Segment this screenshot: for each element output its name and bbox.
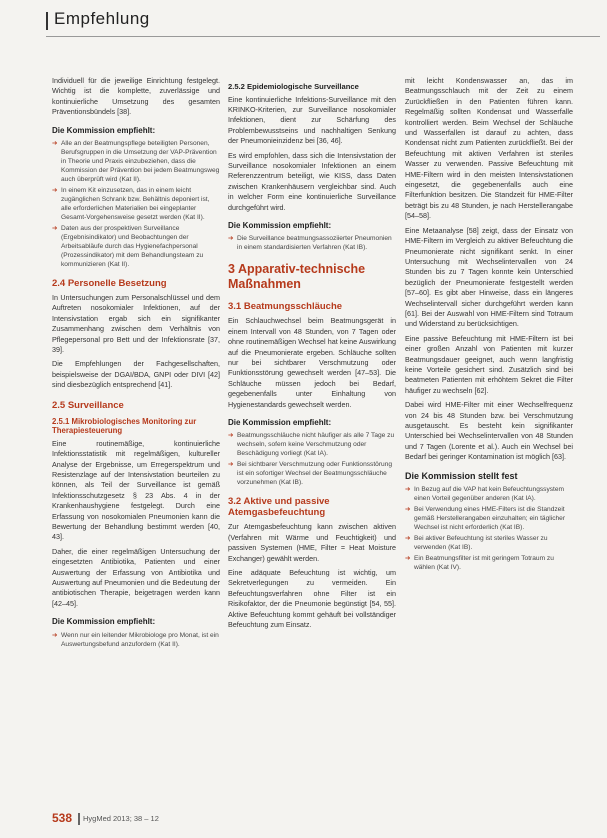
recommendation-heading: Die Kommission empfiehlt:: [228, 220, 332, 230]
finding-item: ➔ Bei aktiver Befeuchtung ist steriles Wasser zu verwenden (Kat IB).: [405, 534, 573, 552]
recommendation-list: [228, 431, 396, 487]
paragraph: Zur Atemgasbefeuchtung kann zwischen aktiven (Verfahren mit Wärme und Feuchtigkeit) und passiven Systemen (HME, Filter = Heat Moisture Exchanger) gewählt werden.: [228, 522, 396, 563]
paragraph: Eine Metaanalyse [58] zeigt, dass der Einsatz von HME-Filtern im Vergleich zu aktiver Befeuchtung die Pneumonierate nicht signifikant senkt. In einer Untersuchung mit Wechselintervallen von 24 Stunden bis zu 7 Tagen konnte kein Unterschied bezüglich der Pneumonierate festgestellt werden [57–60]. Es gibt aber Hinweise, dass ein längeres Wechselintervall sicher durchgeführt werden kann [61]. Bei der Auswahl von HME-Filtern sind Totraum und Widerstand zu berücksichtigen.: [405, 225, 573, 329]
recommendation-item: ➔ Alle an der Beatmungspflege beteiligten Personen, Berufsgruppen in die Umsetzung der VAP-Prävention in Theorie und Praxis einzubeziehen, dass die Kommission der Prävention bei jedem Beatmungsweg auch überprüft wird (Kat II).: [52, 139, 220, 184]
finding-heading: Die Kommission stellt fest: [405, 470, 518, 481]
section-heading: 3.1 Beatmungsschläuche: [228, 301, 343, 313]
journal-reference: HygMed 2013; 38 – 12: [83, 814, 159, 823]
section-title: Empfehlung: [54, 9, 150, 28]
subsection-heading: 2.5.1 Mikrobiologisches Monitoring zur Therapiesteuerung: [52, 416, 197, 436]
recommendation-item: ➔ Beatmungsschläuche nicht häufiger als alle 7 Tage zu wechseln, sofern keine Verschmutzung oder Beschädigung vorliegt (Kat IA).: [228, 431, 396, 458]
paragraph: Es wird empfohlen, dass sich die Intensivstation der Surveillance nosokomialer Infektionen an einem Referenzzentrum beteiligt, wie KISS, dass Daten zwischen Krankenhäusern vergleichbar sind. Auch in welcher Form eine kontinuierliche Surveillance durchgeführt wird.: [228, 150, 396, 212]
recommendation-heading: Die Kommission empfiehlt:: [228, 418, 332, 428]
header-rule: [46, 36, 600, 37]
recommendation-item: ➔ Daten aus der prospektiven Surveillance (Ergebnisindikator) und Beobachtungen der Arbeitsabläufe durch das Hygienefachpersonal (Prozessindikator) mit dem Behandlungsteam zu kommunizieren (Kat II).: [52, 224, 220, 269]
finding-item: ➔ In Bezug auf die VAP hat kein Befeuchtungssystem einen Vorteil gegenüber anderen (Kat IA).: [405, 485, 573, 503]
recommendation-heading: Die Kommission empfiehlt:: [52, 125, 156, 135]
paragraph: Eine routinemäßige, kontinuierliche Infektionsstatistik mit regelmäßigen, kultureller Analyse der Ergebnisse, um Erregerspektrum und Resistenzlage auf der Intensivstation beurteilen zu können, als Teil der Surveillance ist gemäß Infektionsschutzgesetz § 23 Abs. 4 in der Krankenhaushygiene festgelegt. Durch eine Erfassung von nosokomialen Pneumonien kann die Bewertung der Behandlung bestimmt werden [40, 43].: [52, 438, 220, 542]
paragraph: Eine passive Befeuchtung mit HME-Filtern ist bei einer großen Anzahl von Patienten mit kurzer Beatmungsdauer geeignet, auch wenn langfristig keine Vorteile gesichert sind. Zusätzlich sind bei beatmeten Patienten mit erhöhtem Sekret die Filter häufiger zu wechseln [62].: [405, 333, 573, 395]
section-heading: 3.2 Aktive und passive Atemgasbefeuchtung: [228, 496, 330, 519]
recommendation-item: ➔ In einem Kit einzusetzen, das in einem leicht zugänglichen Schrank bzw. Behältnis deponiert ist, alle erforderlichen Materialien bei eingeplanter Gesamt-Vorgehensweise gesetzt werden (Kat II).: [52, 186, 220, 222]
paragraph: Dabei wird HME-Filter mit einer Wechselfrequenz von 24 bis 48 Stunden bzw. bei Verschmutzung ausgetauscht. Es besteht kein signifikanter Unterschied bei Wechselintervallen von 48 Stunden und 7 Tagen (Lorente et al.). Auch ein Wechsel bei Bedarf bei geringer Kontamination ist möglich [63].: [405, 400, 573, 462]
recommendation-item: ➔ Wenn nur ein leitender Mikrobiologe pro Monat, ist ein Auswertungsbefund anzufordern (Kat II).: [52, 631, 220, 649]
paragraph: Individuell für die jeweilige Einrichtung festgelegt. Wichtig ist die komplette, zuverlässige und kontinuierliche Umsetzung des gesamten Präventionsbündels [38].: [52, 76, 220, 117]
recommendation-heading: Die Kommission empfiehlt:: [52, 617, 156, 627]
column-1: [52, 76, 220, 655]
paragraph: Daher, die einer regelmäßigen Untersuchung der eingesetzten Antibiotika, Patienten und einer Auswertung der Erfassung von Antibiotika und Auswertung auf Pneumonien und die Bedeutung der antibiotischen Therapie, beigetragen werden kann [42–45].: [52, 546, 220, 608]
column-2: [228, 76, 396, 635]
finding-item: ➔ Ein Beatmungsfilter ist mit geringem Totraum zu wählen (Kat IV).: [405, 554, 573, 572]
column-3: [405, 76, 573, 578]
page-number: 538: [52, 811, 73, 825]
finding-item: ➔ Bei Verwendung eines HME-Filters ist die Standzeit gemäß Herstellerangaben einzuhalten; ein täglicher Wechsel ist nicht erforderlich (Kat IB).: [405, 505, 573, 532]
paragraph: Ein Schlauchwechsel beim Beatmungsgerät in einem Intervall von 48 Stunden, von 7 Tagen oder ohne routinemäßigen Wechsel hat keine Auswirkung auf die Pneumonierate ergeben. Schläuche sollten nur bei sichtbarer Verschmutzung oder Funktionsstörung gewechselt werden [47–53]. Die Schläuche müssen jedoch bei Bedarf, gegebenenfalls unter Einhaltung von Hygienestandards gewechselt werden.: [228, 316, 396, 409]
chapter-heading: 3 Apparativ-technische Maßnahmen: [228, 262, 366, 292]
recommendation-item: ➔ Die Surveillance beatmungsassoziierter Pneumonien in einem standardisierten Verfahren (Kat IB).: [228, 234, 396, 252]
recommendation-list: [52, 139, 220, 269]
paragraph: In Untersuchungen zum Personalschlüssel und dem Auftreten nosokomialer Infektionen, auf der Intensivstation ergab sich ein signifikanter Zusammenhang zwischen dem Verhältnis von Pflegepersonal pro Bett und der Infektionsrate [37, 39].: [52, 293, 220, 355]
footer-separator: [78, 813, 80, 825]
paragraph: Eine kontinuierliche Infektions-Surveillance mit den KRINKO-Kriterien, zur Surveillance nosokomialer Infektionen, dient zur Schärfung des Problembewusstseins und nachhaltigen Senkung der Pneumonieinzidenz bei [36, 46].: [228, 94, 396, 146]
recommendation-item: ➔ Bei sichtbarer Verschmutzung oder Funktionsstörung ist ein sofortiger Wechsel der Beatmungsschläuche vorzunehmen (Kat IB).: [228, 460, 396, 487]
finding-list: [405, 485, 573, 572]
recommendation-list: [52, 631, 220, 649]
header-bar: [46, 12, 48, 30]
subsection-heading: 2.5.2 Epidemiologische Surveillance: [228, 82, 359, 91]
paragraph: mit leicht Kondenswasser an, das im Beatmungsschlauch mit der Zeit zu einem Zurückfließen in den Patienten führen kann. Regelmäßig sollten Kondensat und Wasserfalle kontrolliert werden. Beim Wechsel der Schläuche und Wasserfallen ist darauf zu achten, dass Kondensat nicht zum Patienten zurückfließt. Bei der Befeuchtung mit aktiven Verfahren ist steriles Wasser zu verwenden. Passive Befeuchtung mit HME-Filtern wird in den meisten Intensivstationen eingesetzt, die gegebenenfalls auch eine Filterfunktion besitzen. Die Standzeit für HME-Filter beträgt bis zu 48 Stunden, je nach Herstellerangabe [54–58].: [405, 76, 573, 221]
paragraph: Eine adäquate Befeuchtung ist wichtig, um Sekretverlegungen zu vermeiden. Ein Befeuchtungsverfahren ohne Filter ist ein Risikofaktor, der die Pneumonie begünstigt [54, 55]. Aktive Befeuchtung kommt gehäuft bei vollständiger Befeuchtung zum Einsatz.: [228, 568, 396, 630]
page-header: [20, 4, 590, 38]
section-heading: 2.5 Surveillance: [52, 399, 124, 411]
recommendation-list: [228, 234, 396, 252]
paragraph: Die Empfehlungen der Fachgesellschaften, beispielsweise der DGAI/BDA, GNPI oder DIVI [42] sind diesbezüglich entsprechend [41].: [52, 359, 220, 390]
section-heading: 2.4 Personelle Besetzung: [52, 278, 167, 290]
